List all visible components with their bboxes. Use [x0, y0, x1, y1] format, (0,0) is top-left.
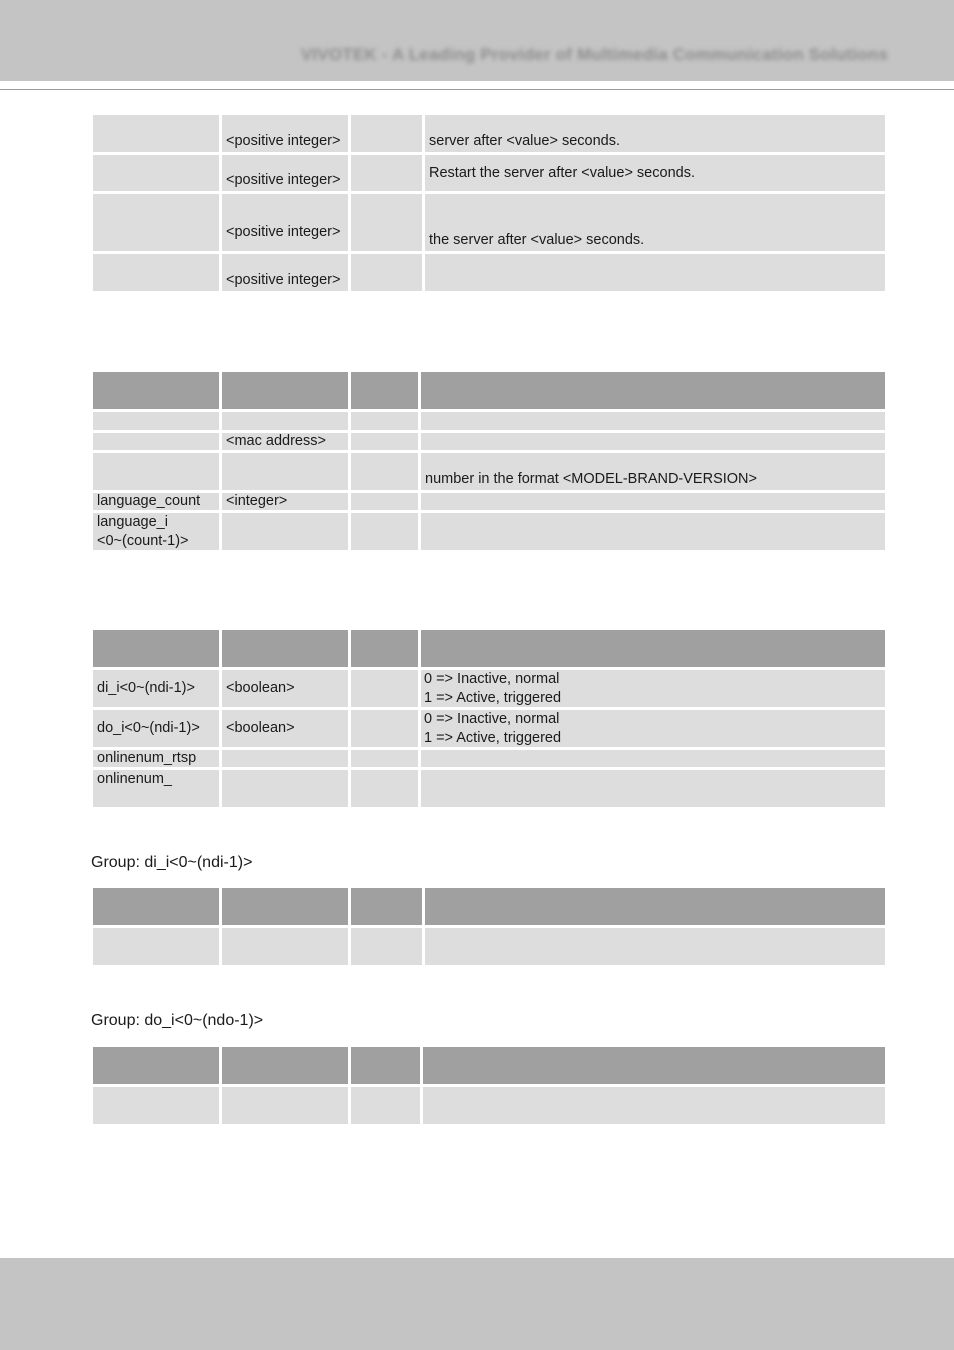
table-cell — [351, 928, 422, 965]
value-type: <mac address> — [226, 433, 326, 449]
table-cell — [222, 710, 348, 747]
description: Restart the server after <value> seconds. — [429, 164, 695, 181]
table-cell — [222, 115, 348, 152]
table-cell — [93, 194, 219, 251]
table-cell — [222, 928, 348, 965]
description-line: 1 => Active, triggered — [424, 689, 562, 706]
table-cell — [93, 115, 219, 152]
table-cell — [421, 710, 885, 747]
table-cell — [93, 433, 219, 450]
table-cell — [421, 453, 885, 490]
param-name: language_count — [97, 493, 201, 509]
table-cell — [425, 254, 885, 291]
table-cell — [421, 670, 885, 707]
table-header-cell — [425, 888, 885, 925]
table-cell — [222, 155, 348, 191]
table-cell — [421, 433, 885, 450]
table-cell — [222, 1087, 348, 1124]
table-cell — [351, 254, 422, 291]
table-cell — [425, 928, 885, 965]
table-cell — [423, 1087, 885, 1124]
table-cell — [351, 115, 422, 152]
table-cell — [222, 513, 348, 550]
table-header-cell — [93, 630, 219, 667]
table-cell — [222, 194, 348, 251]
value-type: <boolean> — [226, 680, 295, 696]
table-header-cell — [351, 1047, 420, 1084]
value-type: <boolean> — [226, 720, 295, 736]
table-cell — [93, 155, 219, 191]
table-header-cell — [93, 888, 219, 925]
description-line: 1 => Active, triggered — [424, 729, 562, 746]
table-cell — [93, 453, 219, 490]
table-cell — [93, 710, 219, 747]
table-cell — [93, 412, 219, 430]
table-header-cell — [351, 372, 418, 409]
table-header-cell — [222, 888, 348, 925]
table-header-cell — [421, 372, 885, 409]
table-cell — [222, 670, 348, 707]
value-type: <positive integer> — [226, 272, 341, 288]
table-cell — [351, 513, 418, 550]
table-cell — [222, 750, 348, 767]
table-header-cell — [423, 1047, 885, 1084]
table-cell — [222, 493, 348, 510]
param-name: onlinenum_rtsp — [97, 750, 197, 766]
table-cell — [421, 750, 885, 767]
table-header-cell — [351, 888, 422, 925]
value-type: <positive integer> — [226, 172, 341, 188]
value-type: <positive integer> — [226, 133, 341, 149]
table-cell — [351, 493, 418, 510]
description: the server after <value> seconds. — [429, 232, 645, 248]
table-cell — [93, 254, 219, 291]
header-tagline: VIVOTEK - A Leading Provider of Multimedia Communication Solutions — [300, 45, 888, 64]
table-cell — [351, 453, 418, 490]
page-header — [0, 0, 954, 81]
table-cell — [421, 513, 885, 550]
table-cell — [93, 770, 219, 807]
table-cell — [93, 750, 219, 767]
table-cell — [425, 115, 885, 152]
group-do-title: Group: do_i<0~(ndo-1)> — [91, 1012, 264, 1029]
table-cell — [351, 1087, 420, 1124]
description: number in the format <MODEL-BRAND-VERSION> — [425, 471, 757, 487]
table-cell — [421, 493, 885, 510]
param-name: do_i<0~(ndi-1)> — [97, 720, 200, 736]
table-header-cell — [222, 630, 348, 667]
table-cell — [425, 194, 885, 251]
table-cell — [421, 412, 885, 430]
table-cell — [222, 254, 348, 291]
param-name-index: <0~(count-1)> — [97, 532, 189, 549]
table-cell — [93, 1087, 219, 1124]
table-cell — [351, 770, 418, 807]
table-cell — [93, 493, 219, 510]
group-di-title: Group: di_i<0~(ndi-1)> — [91, 854, 253, 871]
table-cell — [222, 412, 348, 430]
param-name: language_i — [97, 513, 168, 530]
table-header-cell — [351, 630, 418, 667]
table-cell — [421, 770, 885, 807]
param-name: onlinenum_ — [97, 771, 172, 787]
header-divider — [0, 89, 954, 90]
table-cell — [425, 155, 885, 191]
description-line: 0 => Inactive, normal — [424, 670, 560, 687]
table-cell — [351, 194, 422, 251]
table-header-cell — [222, 372, 348, 409]
table-cell — [93, 670, 219, 707]
table-cell — [93, 928, 219, 965]
table-cell — [351, 155, 422, 191]
table-cell — [351, 433, 418, 450]
table-cell — [351, 750, 418, 767]
value-type: <positive integer> — [226, 224, 341, 240]
table-header-cell — [222, 1047, 348, 1084]
description-line: 0 => Inactive, normal — [424, 710, 560, 727]
description: server after <value> seconds. — [429, 133, 621, 149]
table-cell — [351, 412, 418, 430]
table-cell — [222, 770, 348, 807]
table-header-cell — [421, 630, 885, 667]
table-cell — [351, 670, 418, 707]
param-name: di_i<0~(ndi-1)> — [97, 680, 195, 696]
table-cell — [222, 433, 348, 450]
table-cell — [93, 513, 219, 550]
table-header-cell — [93, 372, 219, 409]
page-footer — [0, 1258, 954, 1350]
table-header-cell — [93, 1047, 219, 1084]
value-type: <integer> — [226, 493, 288, 509]
table-cell — [351, 710, 418, 747]
table-cell — [222, 453, 348, 490]
